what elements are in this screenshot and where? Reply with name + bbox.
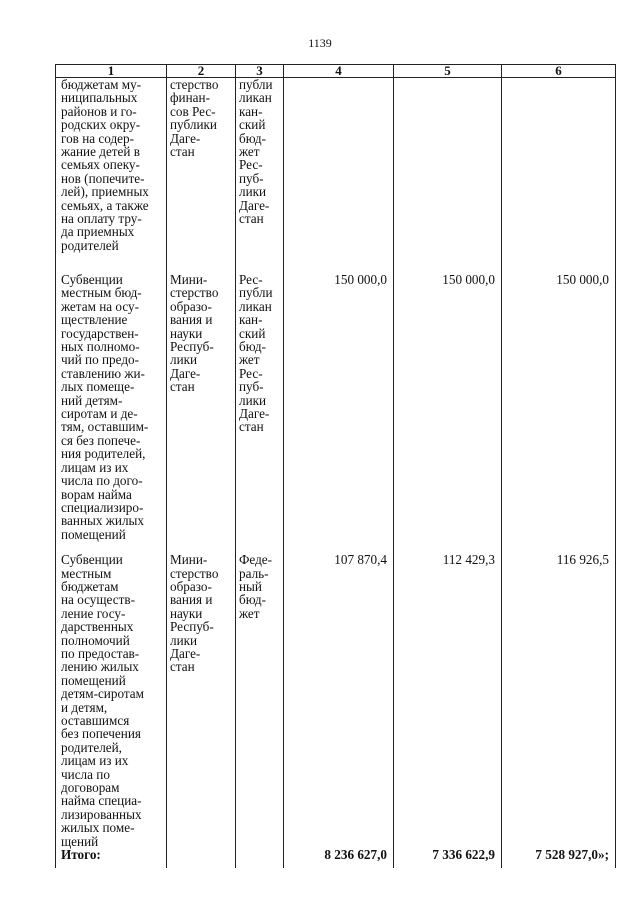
row-administrator-cell: Мини- стерство образо- вания и науки Респуб- лики Даге- стан xyxy=(170,272,219,395)
column-header-3: 3 xyxy=(236,65,284,78)
budget-table xyxy=(55,64,616,868)
total-row xyxy=(56,848,616,868)
table-row xyxy=(56,78,616,262)
row-value-year3 xyxy=(502,78,616,262)
column-header-4: 4 xyxy=(284,65,394,78)
row-value-year2: 112 429,3 xyxy=(442,552,495,568)
column-header-5: 5 xyxy=(394,65,502,78)
table-row xyxy=(56,261,616,541)
row-value-year1: 150 000,0 xyxy=(334,272,387,287)
page-number: 1139 xyxy=(308,36,332,50)
row-budget-cell: публи ликан кан- ский бюд- жет Рес- пуб- лики Даге- стан xyxy=(239,77,273,227)
row-value-year2: 150 000,0 xyxy=(442,272,495,287)
column-header-6: 6 xyxy=(502,65,616,78)
row-budget-cell: Рес- публи ликан кан- ский бюд- жет Рес- пуб- лики Даге- стан xyxy=(239,272,273,435)
row-value-year1: 107 870,4 xyxy=(334,552,387,568)
column-number-header-row xyxy=(56,65,616,78)
total-value-year2: 7 336 622,9 xyxy=(394,848,502,868)
column-header-1: 1 xyxy=(56,65,167,78)
row-administrator-cell: Мини- стерство образо- вания и науки Респуб- лики Даге- стан xyxy=(170,552,219,675)
table-row xyxy=(56,541,616,848)
row-value-year3: 150 000,0 xyxy=(556,272,609,287)
total-value-year3: 7 528 927,0»; xyxy=(502,848,616,868)
row-budget-cell: Феде- раль- ный бюд- жет xyxy=(239,552,273,621)
row-name-cell: бюджетам му- ниципальных районов и го- родских окру- гов на содер- жание детей в семьях опеку- нов (попечите- лей), приемных семьях, а также на оплату тру- да приемных родителей xyxy=(61,77,149,253)
column-header-2: 2 xyxy=(167,65,236,78)
total-label: Итого: xyxy=(56,848,167,868)
row-value-year3: 116 926,5 xyxy=(556,552,609,568)
row-name-cell: Субвенции местным бюд- жетам на осу- ществление государствен- ных полномо- чий по предо- ставлению жи- лых помеще- ний детям- сиротам и де- тям, оставшим- ся без попече- ния родителей, лицам из их числа по дого- ворам найма специализиро- ванных жилых помещений xyxy=(61,272,149,542)
total-value-year1: 8 236 627,0 xyxy=(284,848,394,868)
row-value-year2 xyxy=(394,78,502,262)
row-value-year1 xyxy=(284,78,394,262)
row-name-cell: Субвенции местным бюджетам на осуществ- ление госу- дарственных полномочий по предостав- лению жилых помещений детям-сиротам и детям, оставшимся без попечения родителей, лицам из их числа по договорам найма специа- лизированных жилых поме- щений xyxy=(61,552,145,849)
row-administrator-cell: стерство финан- сов Рес- публики Даге- стан xyxy=(170,77,219,160)
